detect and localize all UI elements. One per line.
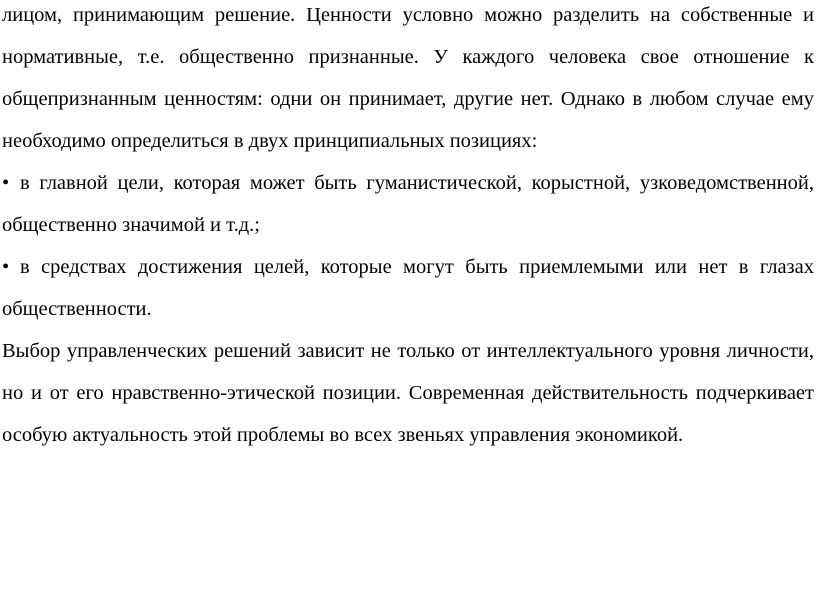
bullet-item-means bbox=[2, 246, 814, 330]
bullet-text: в главной цели, которая может быть гуманистической, корыстной, узковедомственной, общественно значимой и т.д.; bbox=[2, 172, 814, 236]
bullet-item-main-goal bbox=[2, 162, 814, 246]
paragraph-values bbox=[2, 0, 814, 162]
document-page bbox=[2, 0, 814, 456]
bullet-marker: • bbox=[2, 172, 10, 194]
paragraph-decision-choice bbox=[2, 330, 814, 456]
bullet-text: в средствах достижения целей, которые могут быть приемлемыми или нет в глазах общественности. bbox=[2, 256, 814, 320]
bullet-marker: • bbox=[2, 256, 10, 278]
paragraph-text: лицом, принимающим решение. Ценности условно можно разделить на собственные и нормативные, т.е. общественно признанные. У каждого человека свое отношение к общепризнанным ценностям: одни он принимает, другие нет. Однако в любом случае ему необходимо определиться в двух принципиальных позициях: bbox=[2, 4, 814, 152]
paragraph-text: Выбор управленческих решений зависит не только от интеллектуального уровня личности, но и от его нравственно-этической позиции. Современная действительность подчеркивает особую актуальность этой проблемы во всех звеньях управления экономикой. bbox=[2, 340, 814, 446]
